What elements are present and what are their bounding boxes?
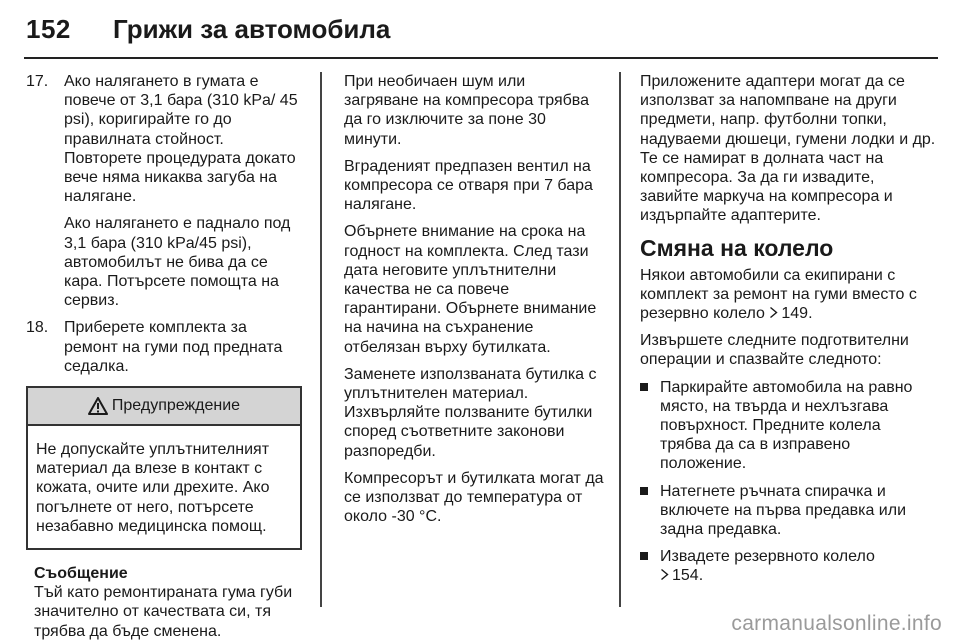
step-17 (26, 72, 302, 310)
step-body (64, 318, 302, 376)
column-2 (344, 72, 604, 534)
page-reference-icon (769, 306, 778, 319)
column-divider-1 (320, 72, 322, 607)
warning-title: Предупреждение (111, 397, 241, 415)
paragraph-intro (640, 266, 936, 324)
bullet-square-icon (640, 378, 656, 474)
list-item (640, 547, 936, 585)
step-number: 18. (26, 319, 49, 337)
bullet-square-icon (640, 482, 656, 540)
bullet-page-ref[interactable]: 154. (672, 567, 704, 585)
note-block (26, 564, 302, 641)
step-17-paragraph-1: Ако налягането в гумата е повече от 3,1 бара (310 kPa/ 45 psi), коригирайте го до правилната стойност. Повторете процедурата докато вече няма никаква загуба на налягане. (64, 73, 298, 206)
intro-text: Някои автомобили са екипирани с комплект за ремонт на гуми вместо с резервно колело (640, 266, 917, 323)
intro-page-ref[interactable]: 149. (781, 305, 813, 323)
bullet-square-icon (640, 547, 656, 585)
step-number: 17. (26, 73, 49, 90)
paragraph-adapters: Приложените адаптери могат да се използват за напомпване на други предмети, напр. футболни топки, надуваеми дюшеци, гумени лодки и др. Те се намират в долната част на компресора. За да ги извадите, завийте маркуча на компресора и издърпайте адаптерите. (640, 73, 936, 225)
step-17-paragraph-2: Ако налягането е паднало под 3,1 бара (310 kPa/45 psi), автомобилът не бива да се кара. Потърсете помощта на сервиз. (64, 215, 291, 310)
step-body (64, 72, 302, 310)
note-text: Тъй като ремонтираната гума губи значително от качествата си, тя трябва да бъде сменена. (34, 584, 293, 640)
header-rule (24, 57, 938, 59)
bullet-text (656, 547, 936, 585)
page-header (0, 0, 960, 60)
paragraph-replace-bottle: Заменете използваната бутилка с уплътнителен материал. Изхвърляйте ползваните бутилки според съответните законови разпоредби. (344, 365, 597, 460)
page-reference-icon (660, 568, 669, 581)
paragraph-temperature: Компресорът и бутилката могат да се използват до температура от около -30 °C. (344, 469, 604, 526)
bullet-text: Паркирайте автомобила на равно място, на твърда и нехлъзгава повърхност. Предните колела трябва да са в изправено положение. (660, 378, 913, 473)
section-title: Смяна на колело (640, 234, 834, 261)
page-title: Грижи за автомобила (113, 14, 391, 44)
list-item (640, 482, 936, 540)
paragraph-expiry: Обърнете внимание на срока на годност на комплекта. След тази дата неговите уплътнителни качества не са повече гарантирани. Обърнете внимание на начина на съхранение отбелязан върху бутилката. (344, 223, 597, 356)
warning-box (26, 386, 302, 550)
watermark: carmanualsonline.info (731, 612, 942, 635)
note-title: Съобщение (34, 565, 128, 583)
warning-header (28, 388, 300, 426)
bullet-text: Натегнете ръчната спирачка и включете на първа предавка или задна предавка. (660, 482, 907, 539)
step-18-paragraph-1: Приберете комплекта за ремонт на гуми под предната седалка. (64, 319, 283, 375)
list-item (640, 378, 936, 474)
page-number: 152 (26, 14, 71, 44)
paragraph-noise-heat: При необичаен шум или загряване на компресора трябва да го изключите за поне 30 минути. (344, 73, 589, 148)
step-18 (26, 318, 302, 376)
paragraph-preparation: Извършете следните подготвителни операции и спазвайте следното: (640, 332, 909, 369)
column-3 (640, 72, 936, 594)
column-1 (26, 72, 302, 641)
warning-text: Не допускайте уплътнителният материал да влезе в контакт с кожата, очите или дрехите. Ако погълнете от него, потърсете незабавно медицинска помощ. (36, 441, 270, 535)
column-divider-2 (619, 72, 621, 607)
bullet-text-content: Извадете резервното колело (660, 548, 875, 566)
warning-triangle-icon (88, 397, 108, 415)
paragraph-safety-valve: Вграденият предпазен вентил на компресора се отваря при 7 бара налягане. (344, 157, 593, 214)
